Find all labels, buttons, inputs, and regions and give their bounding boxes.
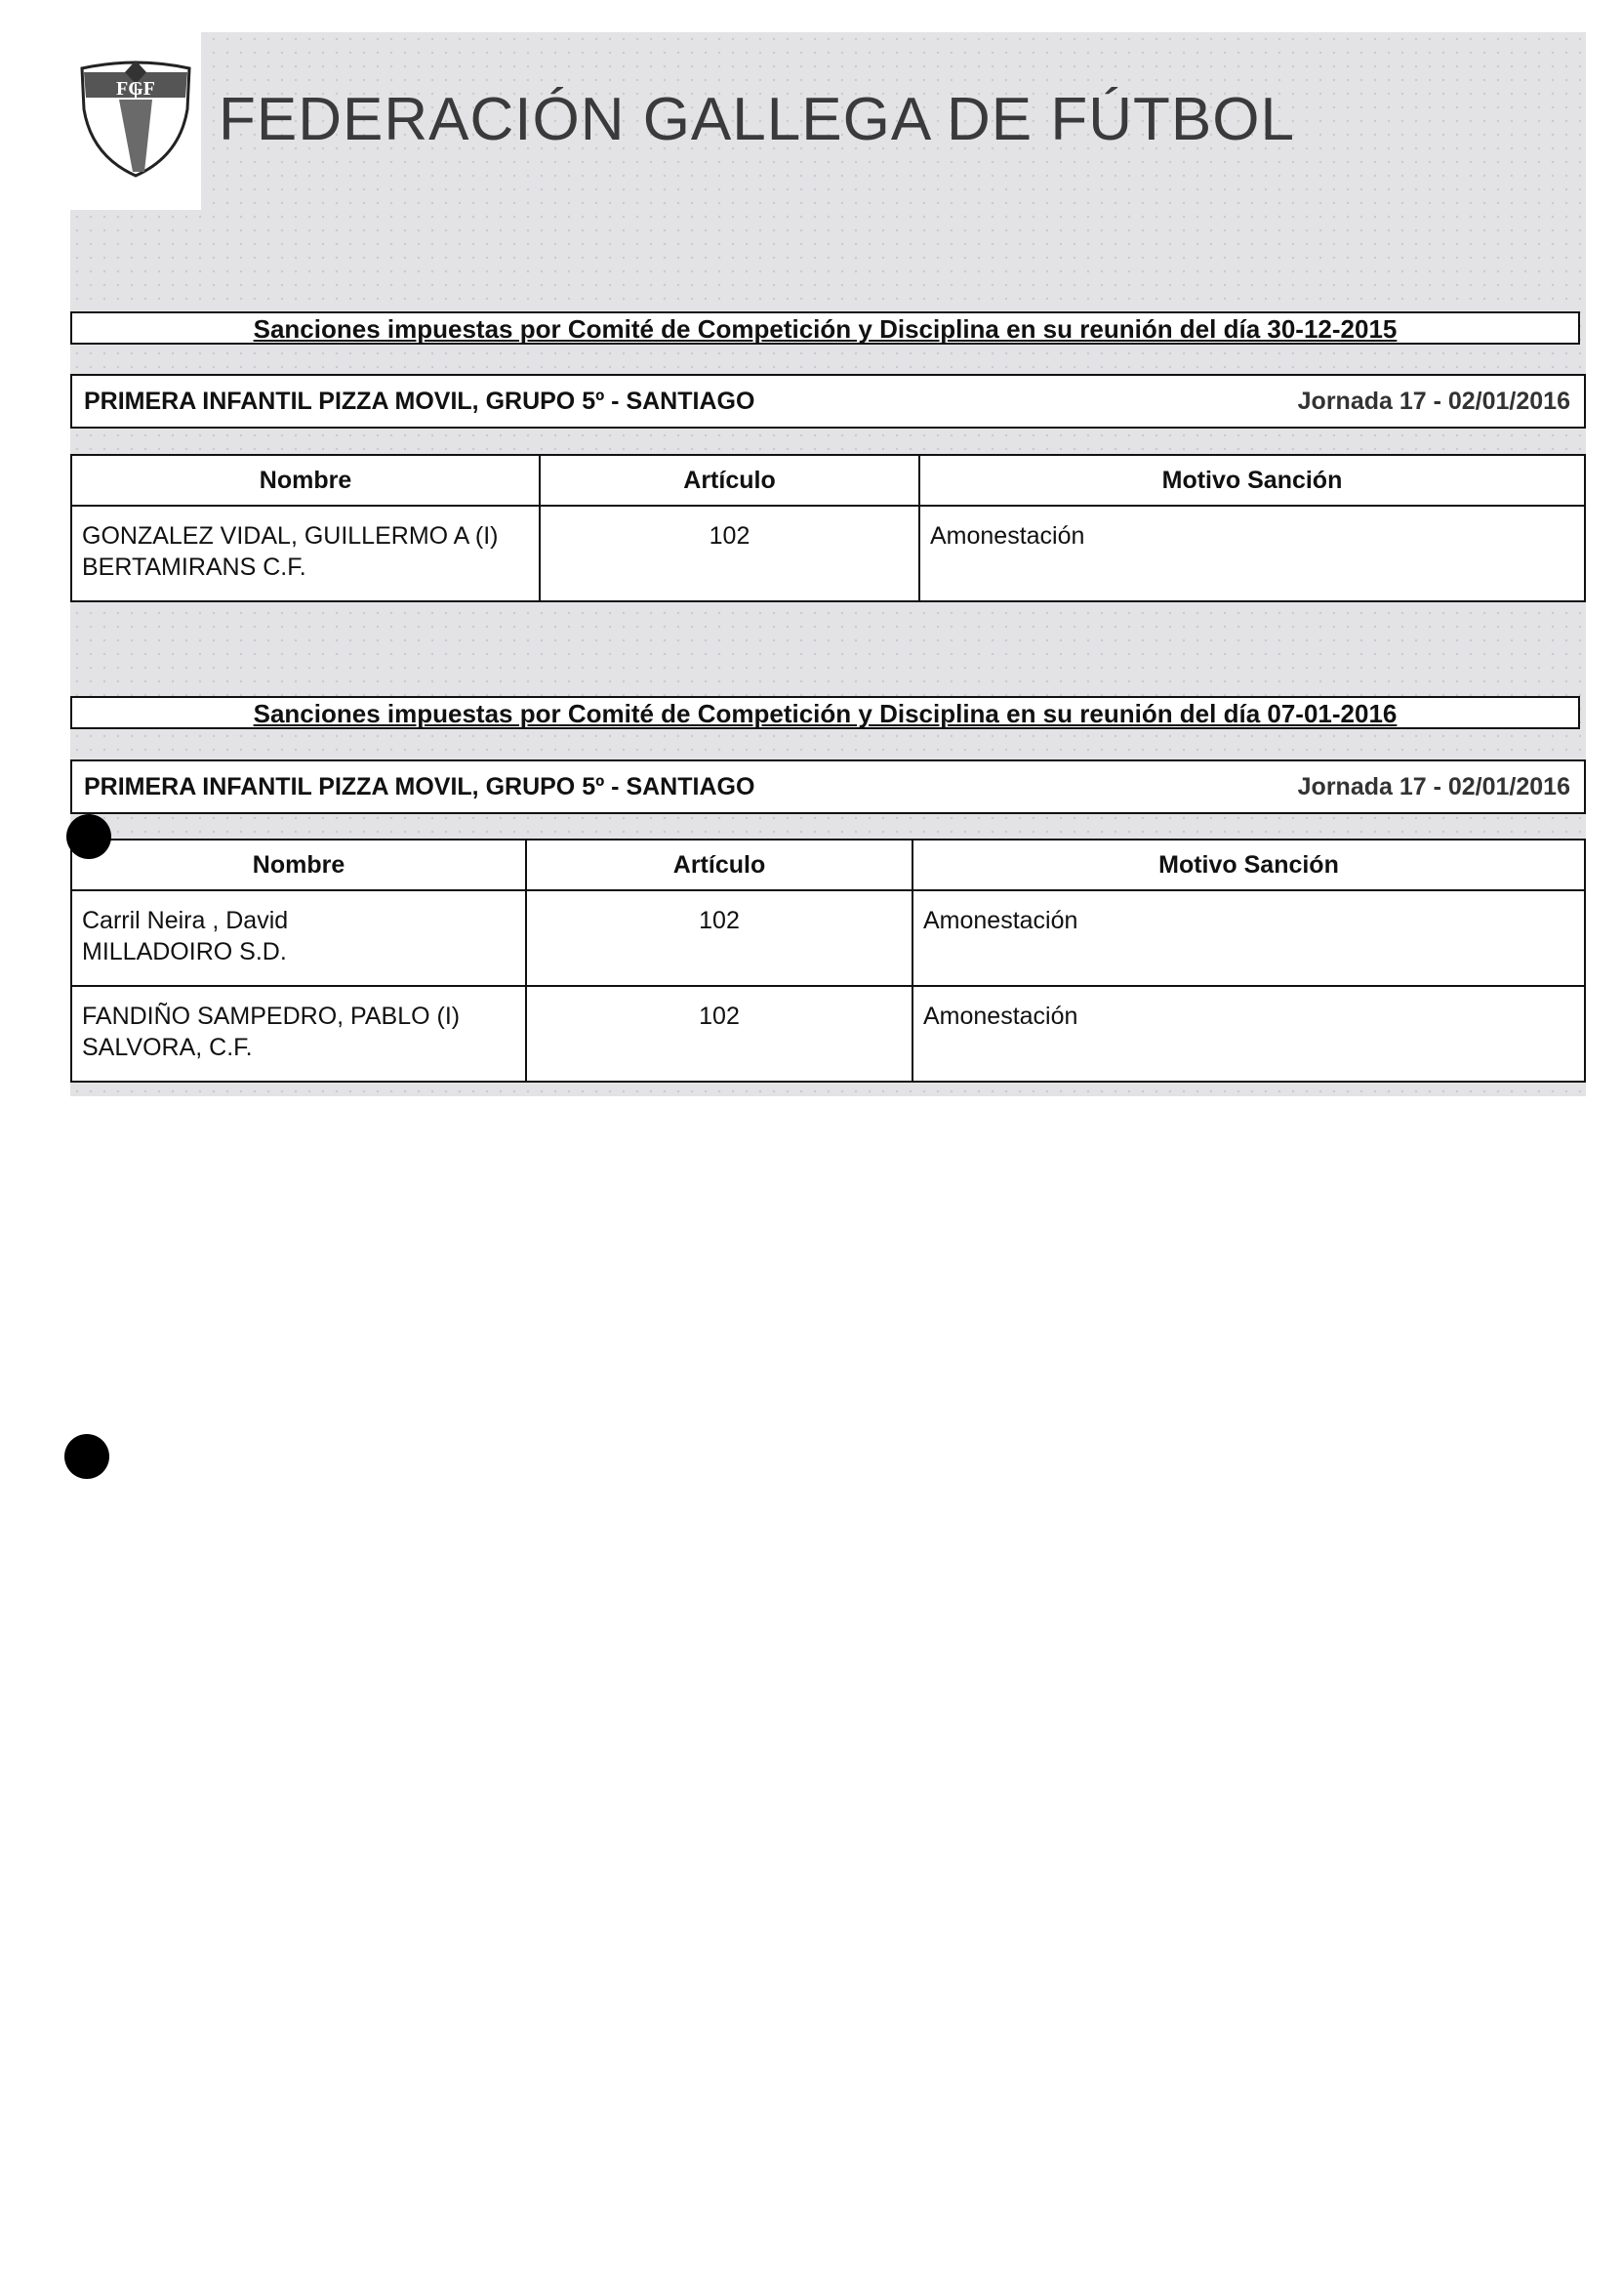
column-header-nombre: Nombre [71, 840, 526, 890]
article-cell: 102 [526, 890, 912, 986]
table-row [71, 986, 1585, 1082]
player-cell [71, 890, 526, 986]
punch-hole-mark [64, 1434, 109, 1479]
reason-cell: Amonestación [919, 506, 1585, 601]
article-cell: 102 [526, 986, 912, 1082]
punch-hole-mark [66, 814, 111, 859]
section-2-jornada: Jornada 17 - 02/01/2016 [1297, 772, 1570, 800]
player-cell [71, 506, 540, 601]
reason-cell: Amonestación [912, 986, 1585, 1082]
section-2-heading-box [70, 696, 1580, 729]
table-header-row [71, 455, 1585, 506]
column-header-motivo: Motivo Sanción [919, 455, 1585, 506]
player-club: SALVORA, C.F. [82, 1034, 253, 1061]
organization-title: FEDERACIÓN GALLEGA DE FÚTBOL [219, 86, 1295, 153]
column-header-articulo: Artículo [540, 455, 919, 506]
federation-shield-logo [74, 59, 197, 180]
column-header-motivo: Motivo Sanción [912, 840, 1585, 890]
section-2-sanctions-table [70, 839, 1586, 1083]
section-1-group-bar [70, 374, 1586, 429]
table-row [71, 890, 1585, 986]
logo-text: FGF [116, 78, 155, 100]
section-1-jornada: Jornada 17 - 02/01/2016 [1297, 387, 1570, 415]
article-cell: 102 [540, 506, 919, 601]
player-name: FANDIÑO SAMPEDRO, PABLO (I) [82, 1003, 461, 1030]
column-header-nombre: Nombre [71, 455, 540, 506]
player-club: MILLADOIRO S.D. [82, 938, 287, 965]
player-club: BERTAMIRANS C.F. [82, 554, 306, 581]
table-row [71, 506, 1585, 601]
section-2-heading: Sanciones impuestas por Comité de Competición y Disciplina en su reunión del día 07-01-2016 [253, 699, 1398, 728]
section-1-heading: Sanciones impuestas por Comité de Competición y Disciplina en su reunión del día 30-12-2015 [253, 314, 1398, 344]
column-header-articulo: Artículo [526, 840, 912, 890]
section-1-heading-box [70, 311, 1580, 345]
section-1-sanctions-table [70, 454, 1586, 602]
reason-cell: Amonestación [912, 890, 1585, 986]
section-1-group: PRIMERA INFANTIL PIZZA MOVIL, GRUPO 5º - SANTIAGO [84, 387, 755, 415]
player-cell [71, 986, 526, 1082]
section-2-group: PRIMERA INFANTIL PIZZA MOVIL, GRUPO 5º - SANTIAGO [84, 772, 755, 800]
section-2-group-bar [70, 759, 1586, 814]
table-header-row [71, 840, 1585, 890]
player-name: Carril Neira , David [82, 907, 289, 934]
player-name: GONZALEZ VIDAL, GUILLERMO A (I) [82, 522, 499, 550]
